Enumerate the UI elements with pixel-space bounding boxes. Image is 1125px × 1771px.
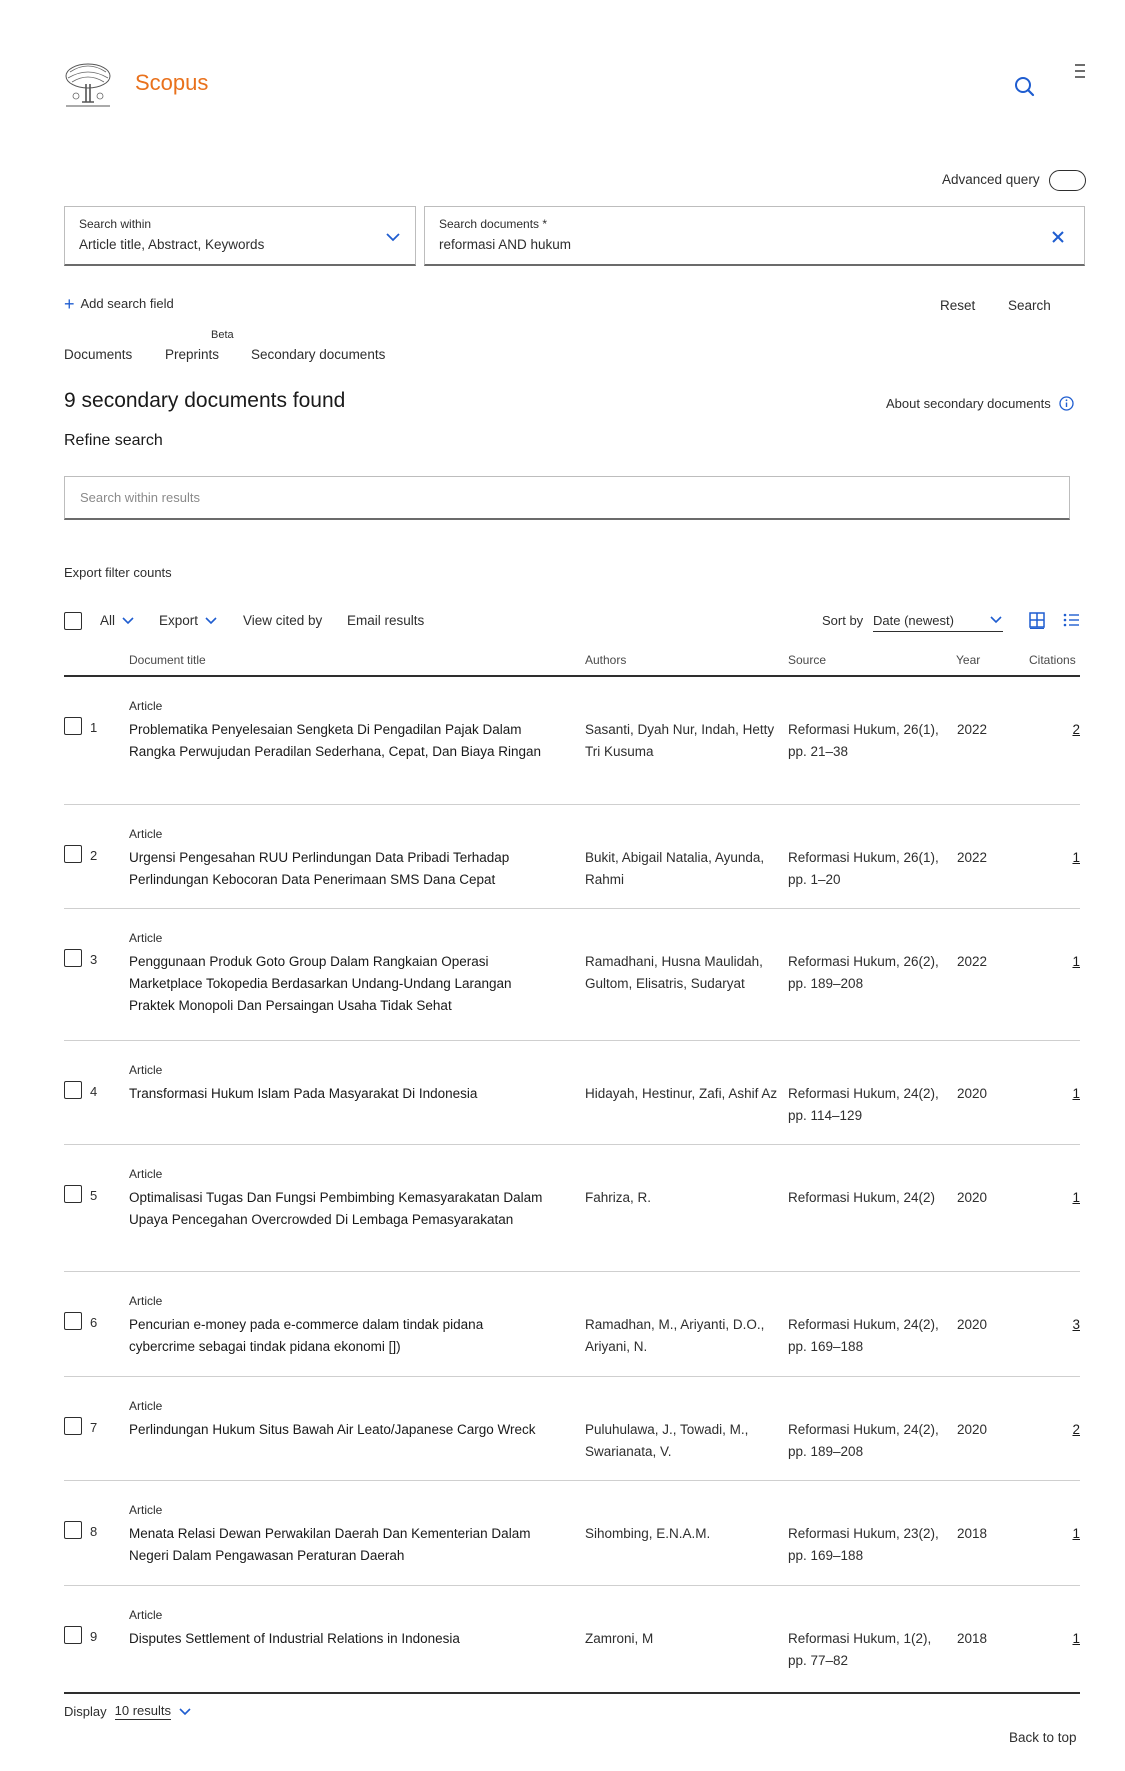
- email-results-button[interactable]: Email results: [347, 613, 425, 628]
- document-type: Article: [129, 699, 163, 713]
- reset-button[interactable]: Reset: [940, 298, 976, 313]
- chevron-down-icon: [989, 613, 1003, 627]
- table-view-icon[interactable]: [1028, 611, 1046, 629]
- beta-badge: Beta: [211, 329, 234, 341]
- export-dropdown[interactable]: [159, 613, 218, 628]
- search-icon[interactable]: [1012, 74, 1038, 100]
- clear-icon[interactable]: [1050, 229, 1066, 245]
- export-filter-counts-link[interactable]: Export filter counts: [64, 565, 172, 580]
- row-checkbox[interactable]: [64, 949, 82, 967]
- row-checkbox[interactable]: [64, 1417, 82, 1435]
- plus-icon: +: [64, 293, 75, 314]
- sort-value: Date (newest): [873, 613, 954, 628]
- document-source[interactable]: Reformasi Hukum, 26(1), pp. 21–38: [788, 722, 939, 759]
- table-row: [64, 1586, 1080, 1692]
- row-checkbox[interactable]: [64, 1312, 82, 1330]
- add-search-field-label: Add search field: [80, 296, 174, 311]
- column-header-title[interactable]: Document title: [129, 653, 206, 667]
- row-number: 3: [90, 952, 98, 967]
- document-authors[interactable]: Hidayah, Hestinur, Zafi, Ashif Az: [585, 1086, 778, 1101]
- table-row: [64, 1377, 1080, 1481]
- chevron-down-icon: [385, 229, 401, 245]
- select-all-label: All: [100, 613, 116, 628]
- citations-link[interactable]: 1: [1072, 1526, 1080, 1541]
- document-title-link[interactable]: Optimalisasi Tugas Dan Fungsi Pembimbing Kemasyarakatan Dalam Upaya Pencegahan Overcrowded Di Lembaga Pemasyarakatan: [129, 1190, 543, 1227]
- select-all-checkbox[interactable]: [64, 612, 82, 630]
- select-all-dropdown[interactable]: [100, 613, 135, 628]
- table-row: [64, 1145, 1080, 1272]
- chevron-down-icon: [121, 614, 135, 628]
- row-checkbox[interactable]: [64, 1626, 82, 1644]
- document-year: 2022: [957, 722, 988, 737]
- tab-preprints[interactable]: Preprints: [165, 347, 220, 362]
- document-authors[interactable]: Bukit, Abigail Natalia, Ayunda, Rahmi: [585, 850, 765, 887]
- search-documents-label: Search documents *: [439, 217, 548, 231]
- display-results-select[interactable]: [64, 1703, 193, 1720]
- document-title-link[interactable]: Penggunaan Produk Goto Group Dalam Rangkaian Operasi Marketplace Tokopedia Berdasarkan Undang-Undang Larangan Praktek Monopoli Dan Persaingan Usaha Tidak Sehat: [129, 954, 512, 1013]
- citations-link[interactable]: 1: [1072, 1190, 1080, 1205]
- document-year: 2022: [957, 954, 988, 969]
- document-year: 2020: [957, 1190, 988, 1205]
- document-source[interactable]: Reformasi Hukum, 23(2), pp. 169–188: [788, 1526, 939, 1563]
- table-row: [64, 677, 1080, 805]
- document-year: 2020: [957, 1422, 988, 1437]
- column-header-authors[interactable]: Authors: [585, 653, 627, 667]
- add-search-field-button[interactable]: [64, 293, 174, 314]
- row-number: 2: [90, 848, 98, 863]
- document-type: Article: [129, 1167, 163, 1181]
- document-title-link[interactable]: Menata Relasi Dewan Perwakilan Daerah Dan Kementerian Dalam Negeri Dalam Pengawasan Peraturan Daerah: [129, 1526, 531, 1563]
- document-title-link[interactable]: Perlindungan Hukum Situs Bawah Air Leato/Japanese Cargo Wreck: [129, 1422, 536, 1437]
- document-authors[interactable]: Zamroni, M: [585, 1631, 654, 1646]
- citations-link[interactable]: 2: [1072, 1422, 1080, 1437]
- document-source[interactable]: Reformasi Hukum, 1(2), pp. 77–82: [788, 1631, 932, 1668]
- elsevier-logo-icon[interactable]: [62, 62, 114, 108]
- citations-link[interactable]: 1: [1072, 954, 1080, 969]
- document-source[interactable]: Reformasi Hukum, 24(2): [788, 1190, 936, 1205]
- table-footer-divider: [64, 1692, 1080, 1694]
- document-source[interactable]: Reformasi Hukum, 24(2), pp. 114–129: [788, 1086, 939, 1123]
- about-secondary-documents-link[interactable]: [886, 396, 1074, 411]
- chevron-down-icon: [204, 614, 218, 628]
- document-source[interactable]: Reformasi Hukum, 26(2), pp. 189–208: [788, 954, 939, 991]
- document-type: Article: [129, 931, 163, 945]
- document-source[interactable]: Reformasi Hukum, 24(2), pp. 169–188: [788, 1317, 939, 1354]
- back-to-top-link[interactable]: Back to top: [1009, 1730, 1077, 1745]
- document-type: Article: [129, 1294, 163, 1308]
- column-header-year[interactable]: Year: [956, 653, 981, 667]
- table-row: [64, 1041, 1080, 1145]
- table-row: [64, 909, 1080, 1041]
- results-count-heading: 9 secondary documents found: [64, 389, 346, 412]
- row-number: 1: [90, 720, 98, 735]
- document-year: 2020: [957, 1317, 988, 1332]
- citations-link[interactable]: 2: [1072, 722, 1080, 737]
- menu-icon[interactable]: [1070, 60, 1086, 82]
- document-type: Article: [129, 1608, 163, 1622]
- row-checkbox[interactable]: [64, 845, 82, 863]
- document-year: 2022: [957, 850, 988, 865]
- document-title-link[interactable]: Transformasi Hukum Islam Pada Masyarakat Di Indonesia: [129, 1086, 478, 1101]
- search-within-select[interactable]: [64, 206, 416, 266]
- search-documents-value[interactable]: reformasi AND hukum: [439, 237, 572, 252]
- row-checkbox[interactable]: [64, 1081, 82, 1099]
- row-checkbox[interactable]: [64, 1185, 82, 1203]
- citations-link[interactable]: 1: [1072, 1631, 1080, 1646]
- document-authors[interactable]: Puluhulawa, J., Towadi, M., Swarianata, V.: [585, 1422, 749, 1459]
- document-title-link[interactable]: Urgensi Pengesahan RUU Perlindungan Data Pribadi Terhadap Perlindungan Kebocoran Data Penerimaan SMS Dana Cepat: [129, 850, 510, 887]
- document-type: Article: [129, 1063, 163, 1077]
- table-row: [64, 1481, 1080, 1586]
- search-within-value: Article title, Abstract, Keywords: [79, 237, 265, 252]
- sort-by-label: Sort by: [822, 613, 864, 628]
- search-within-results-field[interactable]: [64, 476, 1070, 520]
- document-year: 2020: [957, 1086, 988, 1101]
- document-authors[interactable]: Sasanti, Dyah Nur, Indah, Hetty Tri Kusuma: [585, 722, 775, 759]
- row-number: 4: [90, 1084, 98, 1099]
- document-title-link[interactable]: Disputes Settlement of Industrial Relations in Indonesia: [129, 1631, 460, 1646]
- brand-name[interactable]: Scopus: [135, 70, 209, 95]
- row-number: 8: [90, 1524, 98, 1539]
- display-value: 10 results: [114, 1703, 171, 1718]
- search-documents-field[interactable]: [424, 206, 1085, 266]
- refine-search-heading: Refine search: [64, 432, 163, 449]
- chevron-down-icon: [177, 1705, 193, 1719]
- search-button[interactable]: Search: [1008, 298, 1051, 313]
- document-type: Article: [129, 827, 163, 841]
- view-cited-by-button[interactable]: View cited by: [243, 613, 323, 628]
- document-year: 2018: [957, 1526, 988, 1541]
- table-row: [64, 805, 1080, 909]
- document-source[interactable]: Reformasi Hukum, 24(2), pp. 189–208: [788, 1422, 939, 1459]
- document-year: 2018: [957, 1631, 988, 1646]
- citations-link[interactable]: 1: [1072, 850, 1080, 865]
- advanced-query-toggle[interactable]: [1049, 170, 1086, 191]
- table-row: [64, 1272, 1080, 1377]
- document-type: Article: [129, 1399, 163, 1413]
- display-label: Display: [64, 1704, 107, 1719]
- list-view-icon[interactable]: [1062, 611, 1080, 629]
- row-number: 6: [90, 1315, 98, 1330]
- document-authors[interactable]: Sihombing, E.N.A.M.: [585, 1526, 711, 1541]
- row-checkbox[interactable]: [64, 717, 82, 735]
- search-within-results-input[interactable]: [65, 477, 1069, 518]
- search-within-label: Search within: [79, 217, 152, 231]
- citations-link[interactable]: 3: [1072, 1317, 1080, 1332]
- column-header-citations[interactable]: Citations: [1029, 653, 1076, 667]
- column-header-source[interactable]: Source: [788, 653, 827, 667]
- row-number: 9: [90, 1629, 98, 1644]
- about-secondary-documents-label: About secondary documents: [886, 396, 1051, 411]
- tab-secondary-documents[interactable]: Secondary documents: [251, 347, 386, 362]
- row-number: 5: [90, 1188, 98, 1203]
- sort-select[interactable]: [873, 610, 1003, 632]
- row-checkbox[interactable]: [64, 1521, 82, 1539]
- citations-link[interactable]: 1: [1072, 1086, 1080, 1101]
- row-number: 7: [90, 1420, 98, 1435]
- tab-documents[interactable]: Documents: [64, 347, 133, 362]
- document-source[interactable]: Reformasi Hukum, 26(1), pp. 1–20: [788, 850, 939, 887]
- document-authors[interactable]: Fahriza, R.: [585, 1190, 652, 1205]
- advanced-query-label: Advanced query: [942, 172, 1040, 187]
- document-type: Article: [129, 1503, 163, 1517]
- document-title-link[interactable]: Pencurian e-money pada e-commerce dalam tindak pidana cybercrime sebagai tindak pidana ekonomi []): [129, 1317, 484, 1354]
- document-authors[interactable]: Ramadhani, Husna Maulidah, Gultom, Elisatris, Sudaryat: [585, 954, 763, 991]
- document-authors[interactable]: Ramadhan, M., Ariyanti, D.O., Ariyani, N.: [585, 1317, 765, 1354]
- export-label: Export: [159, 613, 199, 628]
- info-icon: [1059, 396, 1074, 411]
- document-title-link[interactable]: Problematika Penyelesaian Sengketa Di Pengadilan Pajak Dalam Rangka Perwujudan Peradilan Sederhana, Cepat, Dan Biaya Ringan: [129, 722, 542, 759]
